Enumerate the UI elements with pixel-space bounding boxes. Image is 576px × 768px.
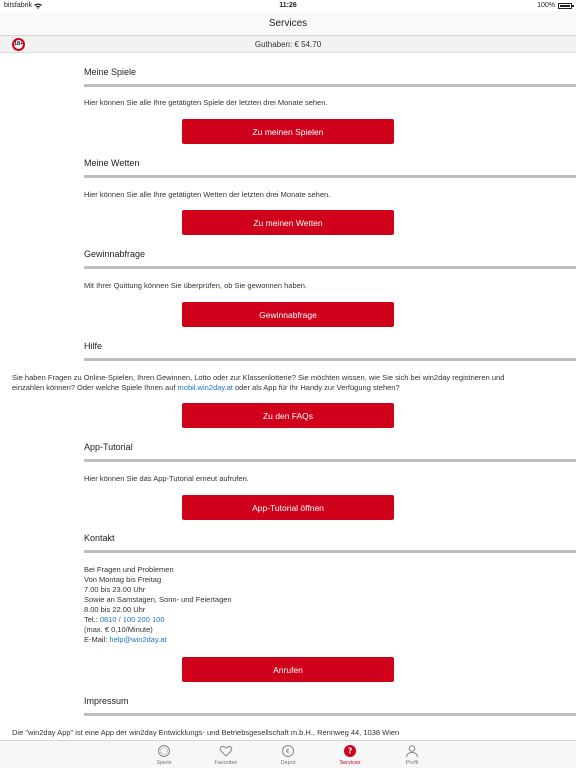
svg-text:?: ? [347,746,353,756]
phone-link[interactable]: 0810 / 100 200 100 [99,615,165,624]
section-title-hilfe: Hilfe [84,341,103,351]
contact-phone-note: (max. € 0,10/Minute) [84,625,153,634]
battery [537,2,572,9]
tab-favoriten[interactable] [195,741,257,768]
email-link[interactable]: help@win2day.at [109,635,167,644]
section-title-meine-spiele: Meine Spiele [84,67,137,77]
contact-line: 7.00 bis 23.00 Uhr [84,585,146,594]
spiele-icon [157,744,171,758]
anrufen-button[interactable]: Anrufen [182,657,394,682]
section-text-gewinnabfrage: Mit Ihrer Quittung können Sie überprüfen, ob Sie gewonnen haben. [84,281,308,290]
balance-text: Guthaben: € 54.70 [254,40,322,49]
contact-info [84,565,232,645]
hilfe-text-line-2 [12,383,572,393]
euro-icon [281,744,295,758]
contact-email-line [84,635,232,645]
impressum-text: Die "win2day App" ist eine App der win2day Entwicklungs- und Betriebsgesellschaft m.b.H., Rennweg 44, 1038 Wien [12,728,400,737]
section-text-app-tutorial: Hier können Sie das App-Tutorial erneut aufrufen. [84,474,249,483]
contact-phone-line [84,615,232,625]
section-divider [84,550,576,553]
tab-depot[interactable] [257,741,319,768]
tab-label: Spiele [156,760,172,766]
heart-icon [219,744,233,758]
section-text-meine-spiele: Hier können Sie alle Ihre getätigten Spiele der letzten drei Monate sehen. [84,98,328,107]
section-title-app-tutorial: App-Tutorial [84,442,133,452]
section-title-impressum: Impressum [84,696,129,706]
section-text-hilfe [12,373,572,393]
tab-label: Depot [280,760,296,766]
hilfe-text-after-link: oder als App für Ihr Handy zur Verfügung stehen? [232,383,400,392]
status-bar [0,0,576,12]
tab-services[interactable] [319,741,381,768]
contact-line: 8.00 bis 22.00 Uhr [84,605,146,614]
section-divider [84,358,576,361]
section-divider [84,175,576,178]
email-label: E-Mail: [84,635,110,644]
hilfe-text-line-1: Sie haben Fragen zu Online-Spielen, Ihren Gewinnen, Lotto oder zur Klassenlotterie? Sie möchten wissen, wie Sie sich bei win2day registrieren und [12,373,505,382]
status-time: 11:26 [279,2,297,9]
section-title-meine-wetten: Meine Wetten [84,158,140,168]
phone-label: Tel.: [84,615,100,624]
age-restriction-badge: 18+ [12,38,25,51]
tab-bar [0,740,576,768]
zu-meinen-spielen-button[interactable]: Zu meinen Spielen [182,119,394,144]
section-divider [84,84,576,87]
tab-label: Profil [405,760,419,766]
page-title: Services [268,18,308,29]
section-title-kontakt: Kontakt [84,533,115,543]
contact-line: Sowie an Samstagen, Sonn- und Feiertagen [84,595,232,604]
hilfe-text-before-link: einzahlen können? Oder welche Spiele Ihnen auf [12,383,178,392]
carrier-label: bitsfabrik [4,2,33,9]
battery-percent: 100% [537,2,555,9]
section-divider [84,713,576,716]
tab-label: Services [339,760,361,766]
section-divider [84,459,576,462]
tab-spiele[interactable] [133,741,195,768]
section-divider [84,266,576,269]
app-tutorial-oeffnen-button[interactable]: App-Tutorial öffnen [182,495,394,520]
contact-line: Von Montag bis Freitag [84,575,162,584]
tab-profil[interactable] [381,741,443,768]
navigation-bar [0,12,576,36]
question-icon [343,744,357,758]
zu-meinen-wetten-button[interactable]: Zu meinen Wetten [182,210,394,235]
balance-bar [0,36,576,53]
gewinnabfrage-button[interactable]: Gewinnabfrage [182,302,394,327]
tab-label: Favoriten [214,760,238,766]
svg-text:€: € [285,747,291,756]
battery-icon [558,3,572,9]
person-icon [405,744,419,758]
mobil-win2day-link[interactable]: mobil.win2day.at [177,383,233,392]
section-title-gewinnabfrage: Gewinnabfrage [84,249,146,259]
contact-line: Bei Fragen und Problemen [84,565,174,574]
zu-den-faqs-button[interactable]: Zu den FAQs [182,403,394,428]
section-text-meine-wetten: Hier können Sie alle Ihre getätigten Wetten der letzten drei Monate sehen. [84,190,331,199]
